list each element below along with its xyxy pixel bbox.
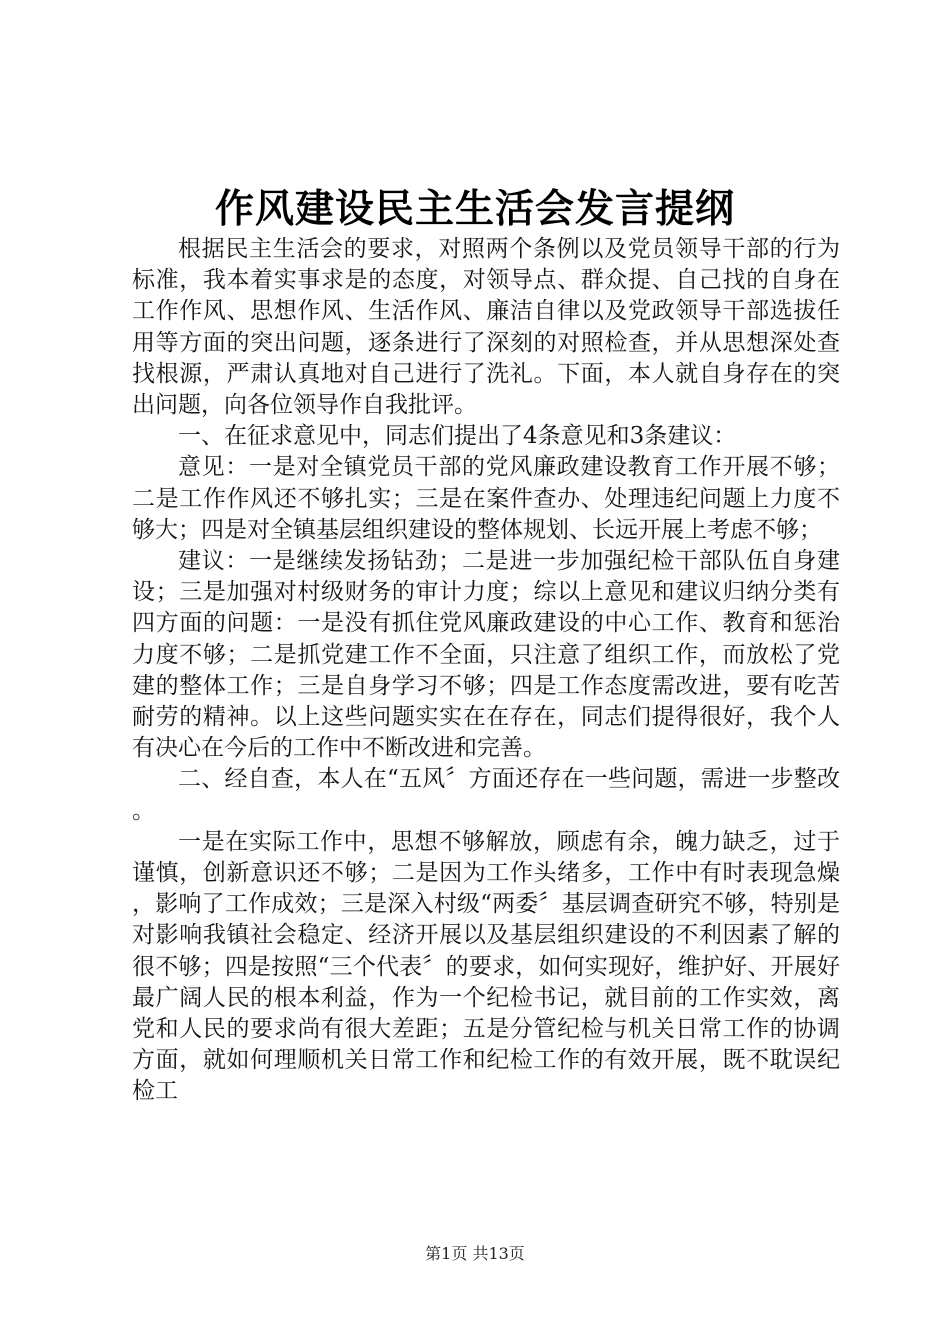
paragraph-self-review: 一是在实际工作中，思想不够解放，顾虑有余，魄力缺乏，过于谨慎，创新意识还不够；二是因为工作头绪多，工作中有时表现急燥，影响了工作成效；三是深入村级“两委〞基层调查研究不够，特别是对影响我镇社会稳定、经济开展以及基层组织建设的不利因素了解的很不够；四是按照“三个代表〞的要求，如何实现好，维护好、开展好最广阔人民的根本利益，作为一个纪检书记，就目前的工作实效，离党和人民的要求尚有很大差距；五是分管纪检与机关日常工作的协调方面，就如何理顺机关日常工作和纪检工作的有效开展，既不耽误纪检工 <box>132 828 840 1105</box>
paragraph-opinions: 意见：一是对全镇党员干部的党风廉政建设教育工作开展不够；二是工作作风还不够扎实；三是在案件查办、处理违纪问题上力度不够大；四是对全镇基层组织建设的整体规划、长远开展上考虑不够； <box>132 454 840 543</box>
paragraph-suggestions: 建议：一是继续发扬钻劲；二是进一步加强纪检干部队伍自身建设；三是加强对村级财务的审计力度；综以上意见和建议归纳分类有四方面的问题：一是没有抓住党风廉政建设的中心工作、教育和惩治力度不够；二是抓党建工作不全面，只注意了组织工作，而放松了党建的整体工作；三是自身学习不够；四是工作态度需改进，要有吃苦耐劳的精神。以上这些问题实实在在存在，同志们提得很好，我个人有决心在今后的工作中不断改进和完善。 <box>132 548 840 762</box>
paragraph-section-two-heading: 二、经自查，本人在“五风〞方面还存在一些问题，需进一步整改。 <box>132 766 840 824</box>
page-number-footer: 第1页 共13页 <box>425 1244 525 1263</box>
document-title: 作风建设民主生活会发言提纲 <box>214 186 735 232</box>
paragraph-intro: 根据民主生活会的要求，对照两个条例以及党员领导干部的行为标准，我本着实事求是的态度，对领导点、群众提、自己找的自身在工作作风、思想作风、生活作风、廉洁自律以及党政领导干部选拔任用等方面的突出问题，逐条进行了深刻的对照检查，并从思想深处查找根源，严肃认真地对自己进行了洗礼。下面，本人就自身存在的突出问题，向各位领导作自我批评。 <box>132 236 840 419</box>
paragraph-section-one-heading: 一、在征求意见中，同志们提出了4条意见和3条建议： <box>178 423 737 450</box>
document-body <box>132 234 840 1108</box>
